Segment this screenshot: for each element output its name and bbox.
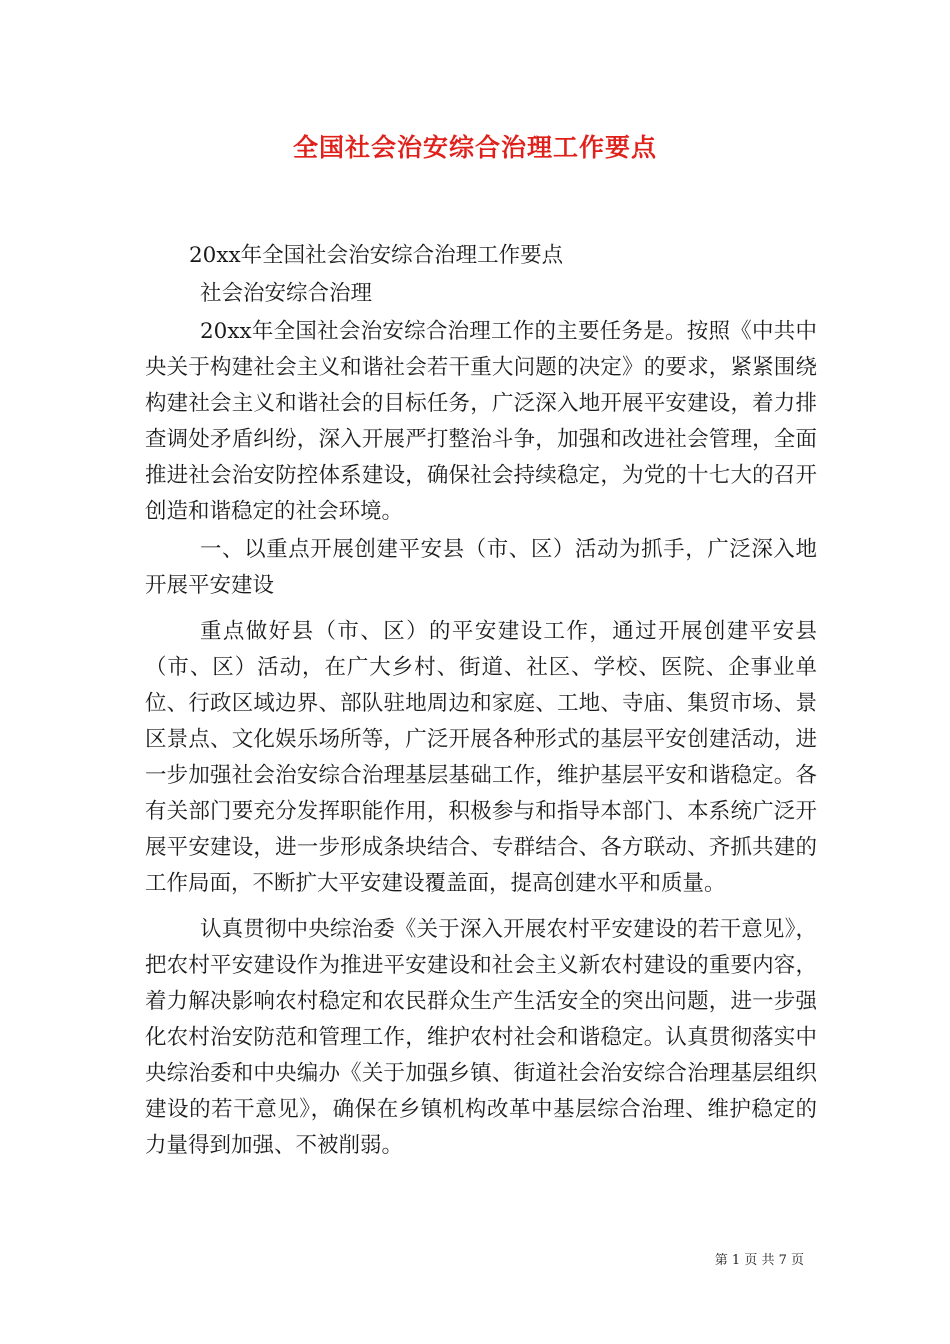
- section-heading-1: 一、以重点开展创建平安县（市、区）活动为抓手，广泛深入地开展平安建设: [145, 537, 817, 598]
- paragraph-intro: 20xx年全国社会治安综合治理工作的主要任务是。按照《中共中央关于构建社会主义和谐社会若干重大问题的决定》的要求，紧紧围绕构建社会主义和谐社会的目标任务，广泛深入地开展平安建设，着力排查调处矛盾纠纷，深入开展严打整治斗争，加强和改进社会管理，全面推进社会治安防控体系建设，确保社会持续稳定，为党的十七大的召开创造和谐稳定的社会环境。: [145, 319, 817, 524]
- document-title: 全国社会治安综合治理工作要点: [292, 133, 657, 162]
- paragraph-section-1: 重点做好县（市、区）的平安建设工作，通过开展创建平安县（市、区）活动，在广大乡村、街道、社区、学校、医院、企事业单位、行政区域边界、部队驻地周边和家庭、工地、寺庙、集贸市场、景区景点、文化娱乐场所等，广泛开展各种形式的基层平安创建活动，进一步加强社会治安综合治理基层基础工作，维护基层平安和谐稳定。各有关部门要充分发挥职能作用，积极参与和指导本部门、本系统广泛开展平安建设，进一步形成条块结合、专群结合、各方联动、齐抓共建的工作局面，不断扩大平安建设覆盖面，提高创建水平和质量。: [145, 619, 817, 896]
- page-number: 第 1 页 共 7 页: [714, 1253, 804, 1268]
- paragraph-rural-safety: 认真贯彻中央综治委《关于深入开展农村平安建设的若干意见》，把农村平安建设作为推进平安建设和社会主义新农村建设的重要内容，着力解决影响农村稳定和农民群众生产生活安全的突出问题，进一步强化农村治安防范和管理工作，维护农村社会和谐稳定。认真贯彻落实中央综治委和中央编办《关于加强乡镇、街道社会治安综合治理基层组织建设的若干意见》，确保在乡镇机构改革中基层综合治理、维护稳定的力量得到加强、不被削弱。: [145, 917, 817, 1158]
- document-body: [145, 238, 817, 1164]
- keyword-line: 社会治安综合治理: [200, 281, 373, 306]
- subtitle-line: 20xx年全国社会治安综合治理工作要点: [189, 243, 564, 268]
